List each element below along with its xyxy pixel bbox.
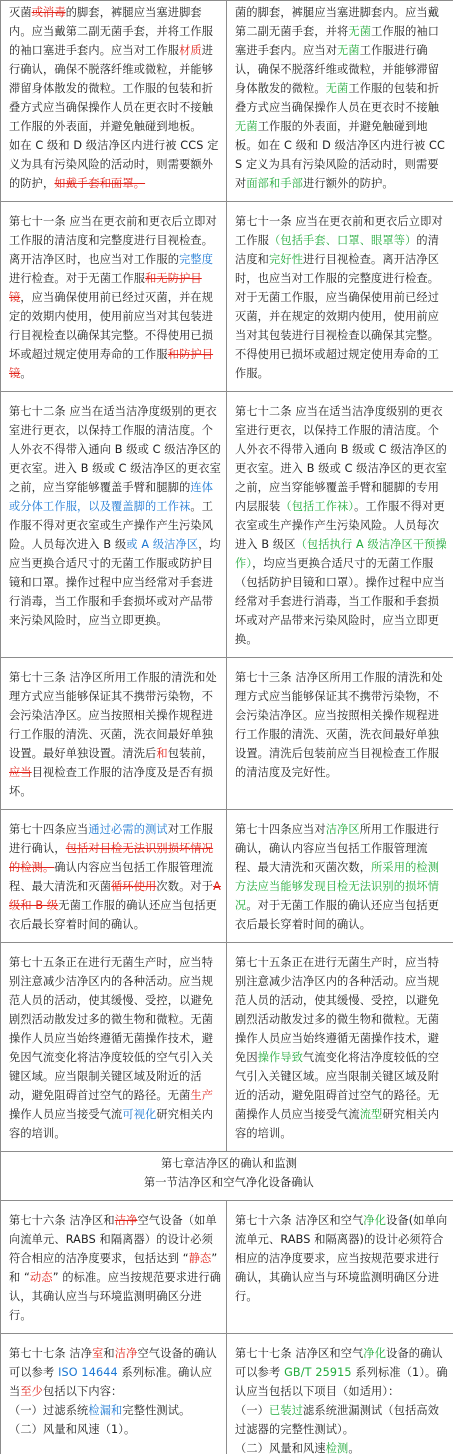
text-segment: 进行检查。对于无菌工作服 bbox=[9, 272, 146, 285]
draft-cell bbox=[1, 1201, 227, 1334]
text-segment: 包装前， bbox=[167, 747, 214, 760]
rich-paragraph bbox=[235, 668, 449, 782]
deleted-text: 应当 bbox=[9, 766, 32, 779]
added-text: 完好性 bbox=[269, 253, 304, 266]
text-segment: 第七十七条 洁净区和空气 bbox=[235, 1347, 364, 1360]
table-row bbox=[1, 1201, 453, 1334]
chapter-title: 第七章洁净区的确认和监测 bbox=[160, 1157, 298, 1170]
text-segment: 设备(如单向流单元、RABS 和隔离器)的设计必须符合相应的洁净度要求，应当按规范要求进行确认，其确认应当与环境监测明确区分进行。 bbox=[235, 1214, 448, 1303]
rich-paragraph bbox=[235, 953, 449, 1143]
text-segment: 第七十二条 应当在适当洁净度级别的更衣室进行更衣，以保持工作服的清洁度。个人外衣不得带入通向 B 级或 C 级洁净区的更衣室。进入 B 级或 C 级洁净区的更衣室之前，应当穿能够覆盖手臂和腿脚的专用内层服装 bbox=[235, 405, 448, 513]
rich-paragraph bbox=[235, 1344, 449, 1454]
final-cell bbox=[227, 202, 453, 392]
rich-paragraph bbox=[9, 953, 222, 1143]
rich-paragraph bbox=[9, 1344, 222, 1439]
section-title: 第一节洁净区和空气净化设备确认 bbox=[143, 1176, 315, 1189]
final-cell bbox=[227, 392, 453, 658]
text-segment: ，应当确保使用前已经过灭菌，并在规定的效期内使用，使用前应当对其包装进行目视检查以确保其完整。不得使用已损坏或超过规定使用寿命的工作服 bbox=[9, 291, 214, 361]
deleted-text: 循环使用 bbox=[111, 880, 157, 893]
text-segment: 。 bbox=[20, 367, 32, 380]
deleted-text: 和防护目镜 bbox=[9, 348, 214, 380]
table-row bbox=[1, 810, 453, 943]
deleted-text: 包括对目检无法识别损坏情况的检测。 bbox=[9, 842, 214, 874]
modified-text: 动态 bbox=[30, 1271, 53, 1284]
text-segment: 第七十五条正在进行无菌生产时，应当特别注意减少洁净区内的各种活动。应当规范人员的活动，使其缓慢、受控，以避免剧烈活动散发过多的微生物和微粒。无菌操作人员应当始终遵循无菌操作技术，避免因 bbox=[235, 956, 440, 1064]
text-segment: 完整性测试。 bbox=[122, 1404, 191, 1417]
added-text: 洁净区 bbox=[325, 823, 360, 836]
added-text: 流型 bbox=[359, 1108, 383, 1121]
added-text: （包括手套、口罩、眼罩等） bbox=[269, 234, 417, 247]
table-row bbox=[1, 1, 453, 202]
added-text: 所采用的检测方法应当能够发现目检无法识别的损坏情况 bbox=[235, 861, 440, 912]
added-text: GB/T 25915 bbox=[284, 1366, 352, 1379]
draft-cell bbox=[1, 202, 227, 392]
added-text: 检测 bbox=[325, 1442, 349, 1454]
added-text: 无菌 bbox=[348, 25, 372, 38]
text-segment: 和 bbox=[103, 1347, 115, 1360]
text-segment: 第七十六条 洁净区和 bbox=[9, 1214, 115, 1227]
text-segment: 无菌工作服的确认还应当包括更衣后最长穿着时间的确认。 bbox=[9, 899, 217, 931]
revised-text: 可视化 bbox=[122, 1108, 157, 1121]
text-segment: 空气设备的确认可以参考 bbox=[9, 1347, 217, 1379]
rich-paragraph bbox=[9, 402, 222, 630]
text-segment: 第七十四条应当对 bbox=[235, 823, 326, 836]
chapter-heading-cell bbox=[1, 1152, 453, 1201]
text-segment: 第七十四条应当 bbox=[9, 823, 89, 836]
table-row bbox=[1, 202, 453, 392]
deleted-text: A 级和 B 级 bbox=[9, 880, 221, 912]
text-segment: 。对于无菌工作服的确认还应当包括更衣后最长穿着时间的确认。 bbox=[235, 899, 440, 931]
modified-text: 至少 bbox=[20, 1385, 44, 1398]
text-segment: 第七十二条 应当在适当洁净度级别的更衣室进行更衣，以保持工作服的清洁度。个人外衣不得带入通向 B 级或 C 级洁净区的更衣室。进入 B 级或 C 级洁净区的更衣室之前，应当穿能够覆盖手臂和腿脚的 bbox=[9, 405, 222, 494]
text-segment: 进行额外的防护。 bbox=[303, 177, 394, 190]
text-segment: 第七十三条 洁净区所用工作服的清洗和处理方式应当能够保证其不携带污染物，不会污染洁净区。应当按照相关操作规程进行工作服的清洗、灭菌，洗衣间最好单独设置。清洗后包装前应当目视检查工作服的清洁度及完好性。 bbox=[235, 671, 443, 779]
text-segment: 第七十三条 洁净区所用工作服的清洗和处理方式应当能够保证其不携带污染物，不会污染洁净区。应当按照相关操作规程进行工作服的清洗、灭菌，洗衣间最好单独设置。最好单独设置。清洗后 bbox=[9, 671, 217, 760]
text-segment: 第七十七条 洁净 bbox=[9, 1347, 93, 1360]
revised-text: 连体或分体工作服，以及覆盖脚的工作袜 bbox=[9, 481, 214, 513]
draft-cell bbox=[1, 943, 227, 1152]
text-segment: （二）风量和风速 bbox=[235, 1442, 326, 1454]
modified-text: 材质 bbox=[179, 44, 202, 57]
draft-cell bbox=[1, 392, 227, 658]
text-segment: 对工作服进行确认， bbox=[9, 823, 214, 855]
added-text: 无菌 bbox=[235, 120, 258, 133]
text-segment: ，均应当更换合适尺寸的无菌工作服（包括防护目镜和口罩）。操作过程中应当经常对手套进行消毒，当工作服和手套损坏或对产品带来污染风险时，应当立即更换。 bbox=[235, 557, 445, 646]
final-cell bbox=[227, 943, 453, 1152]
rich-paragraph bbox=[9, 820, 222, 934]
text-segment: 系列标准（1）。确认应当包括以下项目（如适用）： bbox=[235, 1366, 448, 1398]
deleted-text: 和无防护目镜 bbox=[9, 272, 202, 304]
text-segment: 气流变化将洁净度较低的空气引入关键区域。应当限制关键区域及附近的活动，避免阻碍首过空气的路径。无菌操作人员应当接受气流 bbox=[235, 1051, 440, 1121]
text-segment: 包括以下内容： bbox=[43, 1385, 123, 1398]
modified-text: 和 bbox=[156, 747, 168, 760]
text-segment: 第七十五条正在进行无菌生产时，应当特别注意减少洁净区内的各种活动。应当规范人员的活动，使其缓慢、受控，以避免剧烈活动散发过多的微生物和微粒。无菌操作人员应当始终遵循无菌操作技术，避免因气流变化将洁净度较低的空气引入关键区域。应当限制关键区域及附近的活动，避免阻碍首过空气的路径。无菌 bbox=[9, 956, 214, 1102]
draft-cell bbox=[1, 1334, 227, 1454]
draft-cell bbox=[1, 1, 227, 202]
text-segment: 进行目视检查。离开洁净区时，也应当对工作服的完整度进行检查。对于无菌工作服，应当确保使用前已经过灭菌，并在规定的效期内使用，使用前应当对其包装进行目视检查以确保其完整。不得使用已损坏或超过规定使用寿命的工作服。 bbox=[235, 253, 440, 380]
added-text: 操作导致 bbox=[257, 1051, 304, 1064]
final-cell bbox=[227, 658, 453, 810]
revised-text: 检漏和 bbox=[88, 1404, 123, 1417]
rich-paragraph bbox=[235, 402, 449, 649]
revised-text: 完整度 bbox=[179, 253, 214, 266]
revised-text: 通过必需的测试 bbox=[88, 823, 168, 836]
added-text: 净化 bbox=[363, 1214, 387, 1227]
rich-paragraph bbox=[9, 212, 222, 383]
text-segment: 的清洁度和 bbox=[235, 234, 440, 266]
text-segment: 菌的脚套，裤腿应当塞进脚套内。应当戴第二副无菌手套，并将 bbox=[235, 6, 440, 38]
modified-text: 室 bbox=[92, 1347, 104, 1360]
revised-text: 或 A 级洁净区 bbox=[126, 538, 199, 551]
text-segment: 的脚套，裤腿应当塞进脚套内。应当戴第二副无菌手套，并将工作服的袖口塞进手套内。应当对工作服 bbox=[9, 6, 214, 57]
added-text: 无菌 bbox=[337, 44, 360, 57]
table-row bbox=[1, 658, 453, 810]
text-segment: 系列标准。确认应当 bbox=[9, 1366, 213, 1398]
rich-paragraph bbox=[9, 668, 222, 801]
text-segment: 。工作服不得对更衣室或生产操作产生污染风险。人员每次进入 B 级 bbox=[9, 500, 214, 551]
text-segment: 操作人员应当接受气流 bbox=[9, 1108, 123, 1121]
table-row bbox=[1, 392, 453, 658]
text-segment: 目视检查工作服的洁净度及是否有损坏。 bbox=[9, 766, 214, 798]
modified-text: 静态 bbox=[188, 1252, 212, 1265]
text-segment: 滤系统泄漏测试（包括高效过滤器的完整性测试）。 bbox=[235, 1404, 440, 1436]
added-text: 已装过 bbox=[269, 1404, 304, 1417]
rich-paragraph bbox=[235, 212, 449, 383]
text-segment: 空气设备（如单向流单元、RABS 和隔离器）的设计必须符合相应的洁净度要求，包括达到 “ bbox=[9, 1214, 217, 1265]
text-segment: （二）风量和风速（1）。 bbox=[9, 1423, 136, 1436]
final-cell bbox=[227, 1201, 453, 1334]
added-text: （包括执行 A 级洁净区干预操作） bbox=[235, 538, 447, 570]
text-segment: 如在 C 级和 D 级洁净区内进行被 CCS 定义为具有污染风险的活动时，则需要额外的防护， bbox=[9, 139, 219, 190]
text-segment: ” 的标准。应当按规范要求进行确认，其确认应当与环境监测明确区分进行。 bbox=[9, 1271, 222, 1322]
final-cell bbox=[227, 1334, 453, 1454]
table-row bbox=[1, 943, 453, 1152]
text-segment: 研究相关内容的培训。 bbox=[9, 1108, 214, 1140]
text-segment: 研究相关内容的培训。 bbox=[235, 1108, 440, 1140]
rich-paragraph bbox=[9, 3, 222, 193]
text-segment: 次数。对于 bbox=[156, 880, 214, 893]
text-segment: 。工作服不得对更衣室或生产操作产生污染风险。人员每次进入 B 级区 bbox=[235, 500, 445, 551]
text-segment: 第七十一条 应当在更衣前和更衣后立即对工作服的清洁度和完整度进行目视检查。离开洁净区时，也应当对工作服的 bbox=[9, 215, 217, 266]
rich-paragraph bbox=[235, 820, 449, 934]
text-segment: ” 和 “ bbox=[9, 1252, 218, 1284]
deleted-text: 如戴手套和面罩。 bbox=[54, 177, 146, 190]
rich-paragraph bbox=[9, 1211, 222, 1325]
text-segment: 设备的确认可以参考 bbox=[235, 1347, 443, 1379]
text-segment: ，均应当更换合适尺寸的无菌工作服或防护目镜和口罩。操作过程中应当经常对手套进行消毒，当工作服和手套损坏或对产品带来污染风险时，应当立即更换。 bbox=[9, 538, 221, 627]
text-segment: （一） bbox=[235, 1404, 270, 1417]
text-segment: 第七十六条 洁净区和空气 bbox=[235, 1214, 364, 1227]
text-segment: 第七十一条 应当在更衣前和更衣后立即对工作服 bbox=[235, 215, 443, 247]
text-segment: 确认内容应当包括工作服管理流程、最大清洗和灭菌 bbox=[9, 861, 214, 893]
deleted-text: 或消毒 bbox=[31, 6, 66, 19]
revised-text: ISO 14644 bbox=[58, 1366, 118, 1379]
rich-paragraph bbox=[235, 1211, 449, 1306]
rich-paragraph bbox=[235, 3, 449, 193]
added-text: 净化 bbox=[363, 1347, 387, 1360]
deleted-text: 洁净 bbox=[114, 1214, 138, 1227]
text-segment: 所用工作服进行确认，确认内容应当包括工作服管理流程、最大清洗和灭菌次数， bbox=[235, 823, 440, 874]
final-cell bbox=[227, 1, 453, 202]
modified-text: 洁净 bbox=[114, 1347, 138, 1360]
text-segment: 灭菌 bbox=[9, 6, 32, 19]
text-segment: 进行确认，确保不脱落纤维或微粒，并能够滞留身体散发的微粒。工作服的包装和折叠方式应当确保操作人员在更衣时不接触工作服的外表面，并避免触碰到地板。 bbox=[9, 44, 214, 133]
modified-text: 生产 bbox=[190, 1089, 214, 1102]
text-segment: 。 bbox=[348, 1442, 360, 1454]
added-text: 无菌 bbox=[325, 82, 349, 95]
chapter-heading-row bbox=[1, 1152, 453, 1201]
text-segment: （一）过滤系统 bbox=[9, 1404, 89, 1417]
text-segment: 工作服的包装和折叠方式应当确保操作人员在更衣时不接触 bbox=[235, 82, 440, 114]
comparison-table-body bbox=[1, 1, 453, 1454]
draft-cell bbox=[1, 658, 227, 810]
text-segment: 工作服的袖口塞进手套内。应当对 bbox=[235, 25, 440, 57]
added-text: （包括工作袜） bbox=[280, 500, 355, 513]
text-segment: 工作服的外表面，并避免触碰到地板。如在 C 级和 D 级洁净区内进行被 CCS 定义为具有污染风险的活动时，则需要对 bbox=[235, 120, 445, 190]
text-segment: 工作服进行确认，确保不脱落纤维或微粒，并能够滞留身体散发的微粒。 bbox=[235, 44, 440, 95]
final-cell bbox=[227, 810, 453, 943]
table-row bbox=[1, 1334, 453, 1454]
draft-cell bbox=[1, 810, 227, 943]
added-text: 面部和手部 bbox=[246, 177, 304, 190]
